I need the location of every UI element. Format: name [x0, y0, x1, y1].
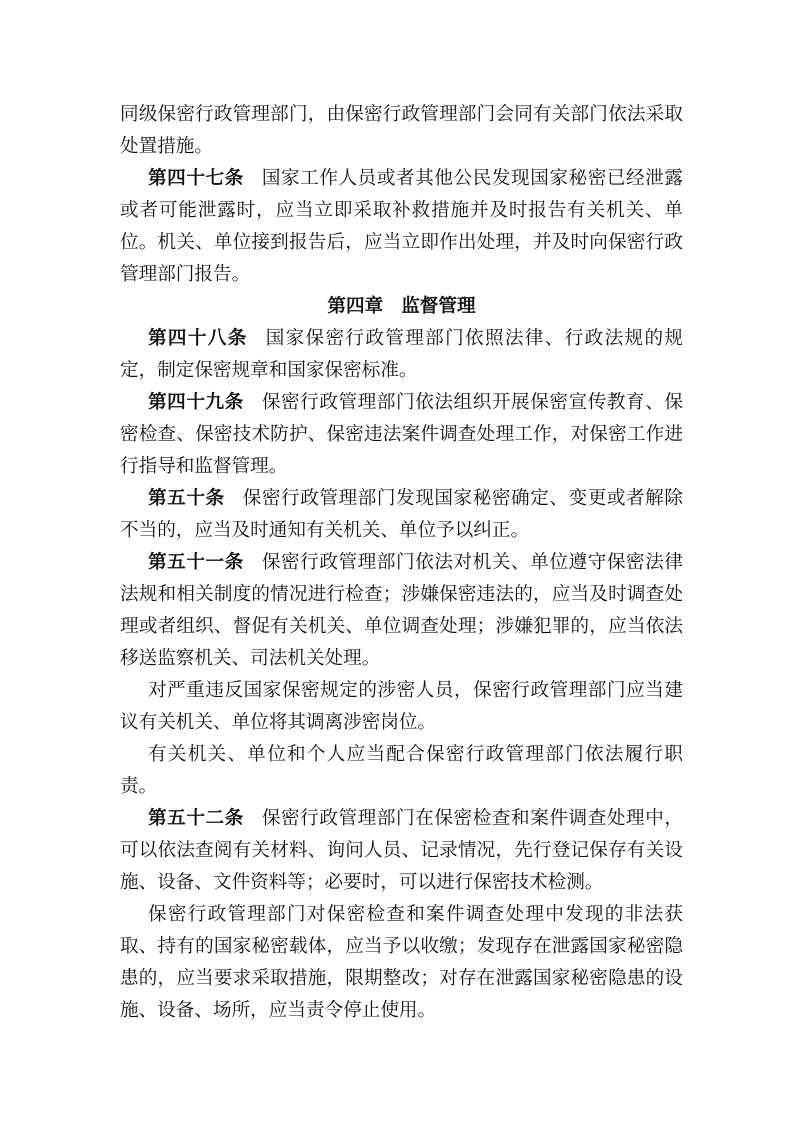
- paragraph-text: 对严重违反国家保密规定的涉密人员，保密行政管理部门应当建议有关机关、单位将其调离涉密岗位。: [120, 680, 683, 733]
- article-text: 保密行政管理部门在保密检查和案件调查处理中，可以依法查阅有关材料、询问人员、记录情况，先行登记保存有关设施、设备、文件资料等；必要时，可以进行保密技术检测。: [120, 808, 683, 893]
- article-49: [120, 387, 683, 483]
- article-label: 第五十条: [148, 488, 225, 509]
- article-51-para-2: [120, 675, 683, 739]
- chapter-title: 监督管理: [401, 296, 476, 317]
- article-48: [120, 323, 683, 387]
- article-52: [120, 803, 683, 899]
- article-text: 国家保密行政管理部门依照法律、行政法规的规定，制定保密规章和国家保密标准。: [120, 328, 683, 381]
- chapter-heading: [120, 291, 683, 323]
- article-50: [120, 483, 683, 547]
- paragraph-text: 有关机关、单位和个人应当配合保密行政管理部门依法履行职责。: [120, 744, 683, 797]
- article-label: 第四十七条: [148, 168, 244, 189]
- article-text: 保密行政管理部门依法对机关、单位遵守保密法律法规和相关制度的情况进行检查；涉嫌保密违法的，应当及时调查处理或者组织、督促有关机关、单位调查处理；涉嫌犯罪的，应当依法移送监察机关、司法机关处理。: [120, 552, 683, 669]
- article-text: 保密行政管理部门发现国家秘密确定、变更或者解除不当的，应当及时通知有关机关、单位予以纠正。: [120, 488, 683, 541]
- article-text: 国家工作人员或者其他公民发现国家秘密已经泄露或者可能泄露时，应当立即采取补救措施并及时报告有关机关、单位。机关、单位接到报告后，应当立即作出处理，并及时向保密行政管理部门报告。: [120, 168, 683, 285]
- article-52-para-2: [120, 899, 683, 1027]
- paragraph-text: 保密行政管理部门对保密检查和案件调查处理中发现的非法获取、持有的国家秘密载体，应当予以收缴；发现存在泄露国家秘密隐患的，应当要求采取措施，限期整改；对存在泄露国家秘密隐患的设施、设备、场所，应当责令停止使用。: [120, 904, 683, 1021]
- document-page: [120, 99, 683, 1027]
- article-47: [120, 163, 683, 291]
- article-51: [120, 547, 683, 675]
- article-text: 保密行政管理部门依法组织开展保密宣传教育、保密检查、保密技术防护、保密违法案件调查处理工作，对保密工作进行指导和监督管理。: [120, 392, 683, 477]
- chapter-number: 第四章: [327, 296, 384, 317]
- article-label: 第五十一条: [148, 552, 244, 573]
- article-label: 第四十九条: [148, 392, 244, 413]
- paragraph-text: 同级保密行政管理部门，由保密行政管理部门会同有关部门依法采取处置措施。: [120, 104, 683, 157]
- article-51-para-3: [120, 739, 683, 803]
- article-label: 第四十八条: [148, 328, 248, 349]
- article-label: 第五十二条: [148, 808, 244, 829]
- paragraph-continuation: [120, 99, 683, 163]
